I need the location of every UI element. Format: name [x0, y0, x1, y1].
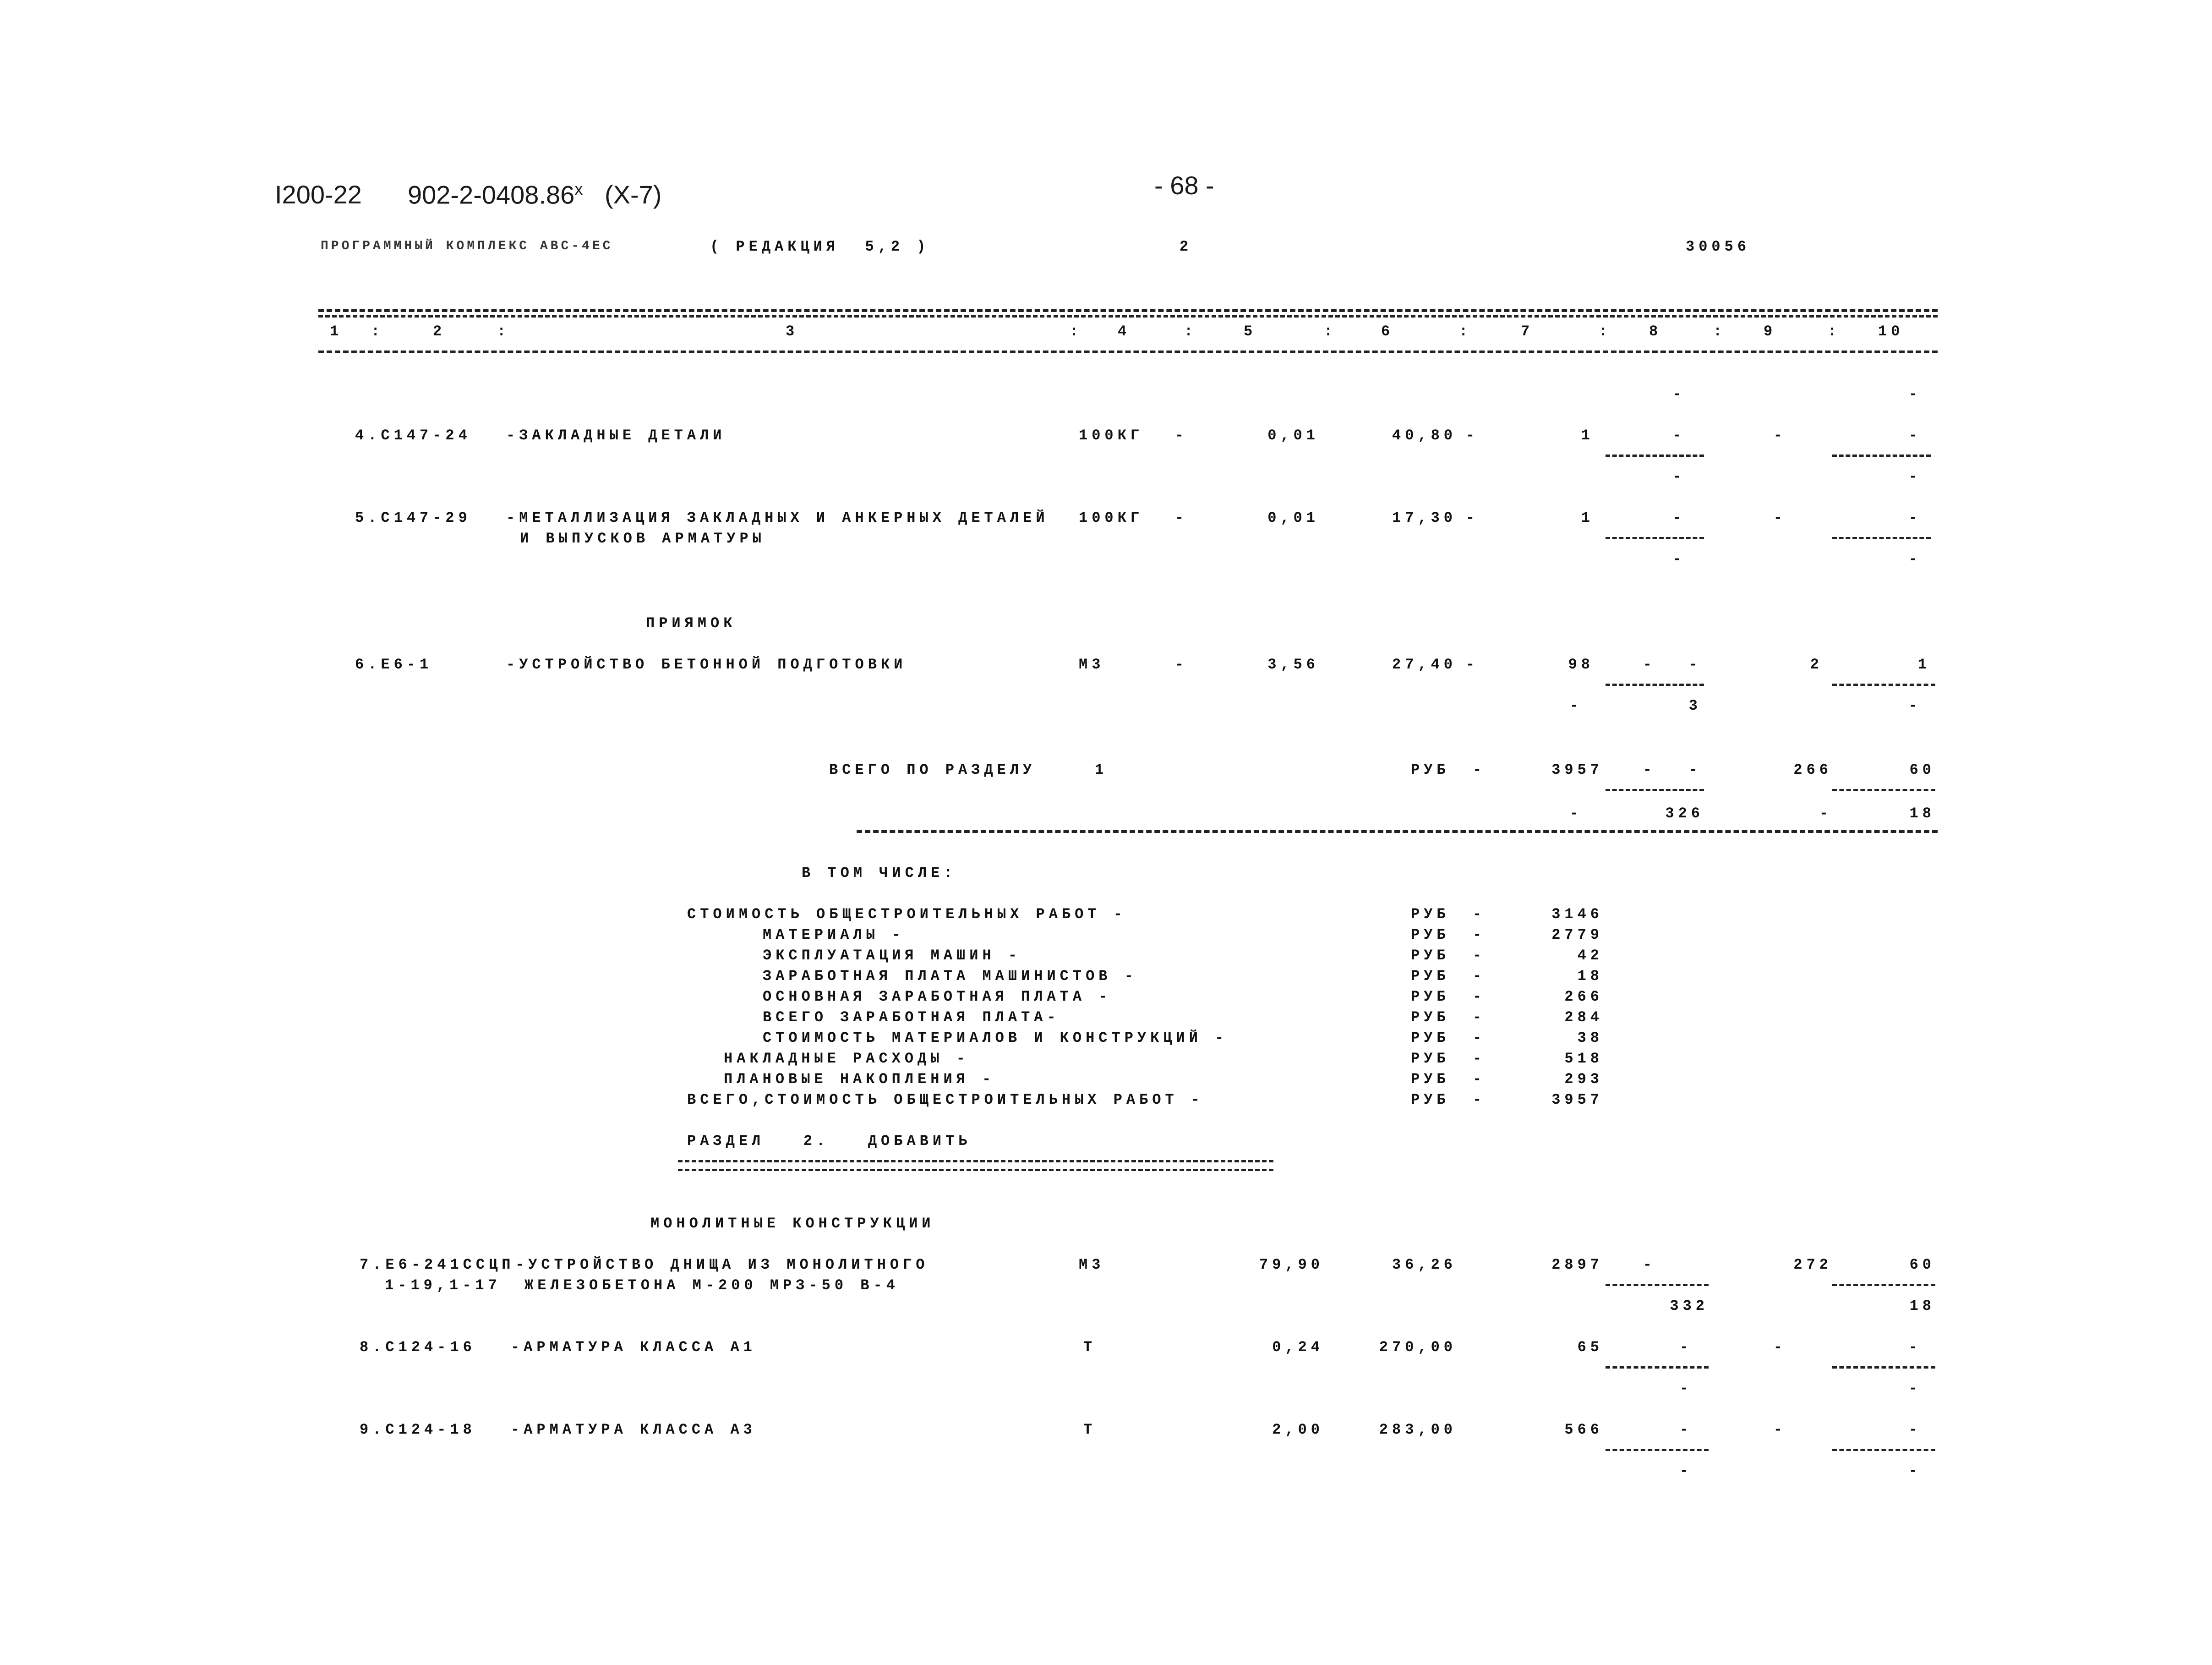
breakdown-label: СТОИМОСТЬ МАТЕРИАЛОВ И КОНСТРУКЦИЙ -: [763, 1030, 1228, 1046]
breakdown-unit: РУБ: [1411, 1030, 1450, 1046]
cell-c8: -: [1679, 1421, 1693, 1438]
section-total-c8-bottom-a: -: [1569, 805, 1583, 822]
doc-number-superscript: x: [574, 180, 583, 198]
cell-c8-rule: [1606, 537, 1704, 539]
col-2: 2: [433, 323, 446, 340]
cell-name: -ЗАКЛАДНЫЕ ДЕТАЛИ: [506, 427, 726, 444]
breakdown-unit: РУБ: [1411, 926, 1450, 943]
col-sep: :: [1828, 323, 1841, 340]
table-top-rule: [318, 309, 1938, 312]
header-code: 30056: [1686, 238, 1751, 255]
cell-c8-bottom: -: [1672, 551, 1686, 568]
breakdown-label: МАТЕРИАЛЫ -: [763, 926, 905, 943]
cell-unit: Т: [1083, 1339, 1097, 1356]
cell-c8: -: [1672, 509, 1686, 526]
cell-c9: 2: [1810, 656, 1823, 673]
cell-c10-bottom: 18: [1909, 1298, 1935, 1314]
cell-qty: 0,01: [1267, 509, 1319, 526]
cell-c9: 272: [1793, 1256, 1832, 1273]
col-6: 6: [1381, 323, 1394, 340]
breakdown-unit: РУБ: [1411, 1009, 1450, 1026]
cell-c10-rule: [1832, 455, 1931, 457]
cell-c10: 1: [1917, 656, 1931, 673]
cell-c8: -: [1679, 1339, 1693, 1356]
cell-name: -УСТРОЙСТВО ДНИЩА ИЗ МОНОЛИТНОГО: [515, 1256, 929, 1273]
cell-c10: -: [1908, 1339, 1922, 1356]
section-total-c9-bottom: -: [1819, 805, 1832, 822]
breakdown-dash: -: [1473, 906, 1486, 923]
breakdown-label: ЭКСПЛУАТАЦИЯ МАШИН -: [763, 947, 1021, 964]
cell-c9: -: [1773, 1421, 1786, 1438]
section-total-c9: 266: [1793, 761, 1832, 778]
sheet-number: 2: [1180, 238, 1193, 255]
cell-unit: Т: [1083, 1421, 1097, 1438]
cell-name-line2: ЖЕЛЕЗОБЕТОНА М-200 МРЗ-50 В-4: [524, 1277, 899, 1294]
cell-c9: -: [1773, 509, 1786, 526]
cell-name: -АРМАТУРА КЛАССА А1: [511, 1339, 756, 1356]
cell-c8-rule: [1606, 1284, 1709, 1286]
cell-c8-top: -: [1672, 386, 1686, 403]
col-sep: :: [1459, 323, 1472, 340]
section-total-c8a: -: [1643, 761, 1656, 778]
edition: ( РЕДАКЦИЯ 5,2 ): [710, 238, 930, 255]
cell-c10-rule: [1832, 1449, 1935, 1451]
breakdown-value: 518: [1564, 1050, 1603, 1067]
breakdown-dash: -: [1473, 1030, 1486, 1046]
breakdown-value: 3957: [1551, 1091, 1603, 1108]
doc-number: [408, 180, 583, 210]
cell-c6b: -: [1466, 509, 1479, 526]
cell-unit: М3: [1079, 656, 1105, 673]
section-total-total: 3957: [1551, 761, 1603, 778]
section2-title: РАЗДЕЛ 2. ДОБАВИТЬ: [687, 1133, 972, 1150]
cell-c8-bottom: -: [1672, 468, 1686, 485]
breakdown-dash: -: [1473, 1091, 1486, 1108]
table-top-rule-2: [318, 315, 1938, 318]
cell-c8: -: [1643, 1256, 1656, 1273]
section2-double-rule: [678, 1160, 1273, 1171]
cell-c10-bottom: -: [1908, 1380, 1922, 1397]
col-sep: :: [1713, 323, 1726, 340]
cell-code: 5.С147-29: [355, 509, 471, 526]
doc-code: I200-22: [275, 180, 362, 209]
breakdown-heading: В ТОМ ЧИСЛЕ:: [802, 865, 957, 882]
cell-c10-rule: [1832, 1284, 1935, 1286]
cell-c10-rule: [1832, 1366, 1935, 1369]
cell-c10-bottom: -: [1908, 1462, 1922, 1479]
breakdown-value: 284: [1564, 1009, 1603, 1026]
breakdown-dash: -: [1473, 968, 1486, 985]
cell-c10-bottom: -: [1908, 551, 1922, 568]
cell-c4b: -: [1175, 656, 1188, 673]
col-3: 3: [786, 323, 799, 340]
breakdown-label: ЗАРАБОТНАЯ ПЛАТА МАШИНИСТОВ -: [763, 968, 1137, 985]
cell-name-line2: И ВЫПУСКОВ АРМАТУРЫ: [520, 530, 765, 547]
col-sep: :: [1070, 323, 1083, 340]
cell-c8-bottom: 332: [1670, 1298, 1709, 1314]
breakdown-unit: РУБ: [1411, 1091, 1450, 1108]
breakdown-unit: РУБ: [1411, 947, 1450, 964]
col-sep: :: [1184, 323, 1197, 340]
cell-c8: -: [1688, 656, 1702, 673]
breakdown-dash: -: [1473, 1050, 1486, 1067]
cell-price: 270,00: [1379, 1339, 1457, 1356]
cell-code: 6.Е6-1: [355, 656, 433, 673]
col-4: 4: [1118, 323, 1131, 340]
breakdown-unit: РУБ: [1411, 988, 1450, 1005]
cell-c6b: -: [1466, 656, 1479, 673]
cell-c8a: -: [1643, 656, 1656, 673]
cell-qty: 0,24: [1272, 1339, 1324, 1356]
col-1: 1: [330, 323, 343, 340]
doc-number-main: 902-2-0408.86: [408, 180, 575, 209]
section-total-unit: РУБ: [1411, 761, 1450, 778]
cell-c8-bottom: -: [1679, 1380, 1693, 1397]
breakdown-dash: -: [1473, 1009, 1486, 1026]
cell-code: 7.Е6-241ССЦП: [360, 1256, 515, 1273]
cell-c6b: -: [1466, 427, 1479, 444]
breakdown-label: ОСНОВНАЯ ЗАРАБОТНАЯ ПЛАТА -: [763, 988, 1112, 1005]
breakdown-label: ВСЕГО ЗАРАБОТНАЯ ПЛАТА-: [763, 1009, 1060, 1026]
breakdown-value: 42: [1577, 947, 1603, 964]
breakdown-dash: -: [1473, 988, 1486, 1005]
breakdown-unit: РУБ: [1411, 1050, 1450, 1067]
cell-c10: -: [1908, 427, 1922, 444]
cell-c8-bottom-a: -: [1569, 697, 1583, 714]
col-sep: :: [1599, 323, 1612, 340]
cell-total: 2897: [1551, 1256, 1603, 1273]
cell-name: -УСТРОЙСТВО БЕТОННОЙ ПОДГОТОВКИ: [506, 656, 907, 673]
subheading-pit: ПРИЯМОК: [646, 615, 737, 632]
cell-total: 566: [1564, 1421, 1603, 1438]
cell-c10: 60: [1909, 1256, 1935, 1273]
col-9: 9: [1764, 323, 1777, 340]
section-total-c10-bottom: 18: [1909, 805, 1935, 822]
page-number: - 68 -: [1154, 171, 1214, 200]
section-total-num: 1: [1095, 761, 1108, 778]
col-10: 10: [1878, 323, 1904, 340]
section-total-c8: -: [1688, 761, 1702, 778]
cell-c10-rule: [1832, 537, 1931, 539]
cell-unit: 100КГ: [1079, 427, 1144, 444]
cell-c9: -: [1773, 427, 1786, 444]
breakdown-value: 2779: [1551, 926, 1603, 943]
cell-c10-rule: [1832, 684, 1935, 686]
breakdown-label: ПЛАНОВЫЕ НАКОПЛЕНИЯ -: [724, 1071, 995, 1088]
cell-c4b: -: [1175, 509, 1188, 526]
program-line: ПРОГРАММНЫЙ КОМПЛЕКС АВС-4ЕС: [321, 239, 613, 253]
breakdown-dash: -: [1473, 947, 1486, 964]
cell-name: -АРМАТУРА КЛАССА А3: [511, 1421, 756, 1438]
cell-unit: 100КГ: [1079, 509, 1144, 526]
breakdown-dash: -: [1473, 926, 1486, 943]
cell-qty: 0,01: [1267, 427, 1319, 444]
breakdown-unit: РУБ: [1411, 1071, 1450, 1088]
cell-c8: -: [1672, 427, 1686, 444]
cell-c8-rule: [1606, 1366, 1709, 1369]
cell-total: 65: [1577, 1339, 1603, 1356]
col-sep: :: [1324, 323, 1337, 340]
cell-qty: 3,56: [1267, 656, 1319, 673]
breakdown-label: НАКЛАДНЫЕ РАСХОДЫ -: [724, 1050, 969, 1067]
cell-code: 9.С124-18: [360, 1421, 476, 1438]
section-total-c10: 60: [1909, 761, 1935, 778]
column-header-rule: [318, 351, 1938, 353]
section-total-label: ВСЕГО ПО РАЗДЕЛУ: [829, 761, 1036, 778]
col-sep: :: [497, 323, 510, 340]
col-5: 5: [1244, 323, 1257, 340]
col-8: 8: [1649, 323, 1662, 340]
cell-price: 36,26: [1392, 1256, 1457, 1273]
breakdown-value: 266: [1564, 988, 1603, 1005]
breakdown-value: 18: [1577, 968, 1603, 985]
cell-c8-bottom: 3: [1688, 697, 1702, 714]
breakdown-value: 3146: [1551, 906, 1603, 923]
cell-price: 40,80: [1392, 427, 1457, 444]
breakdown-unit: РУБ: [1411, 906, 1450, 923]
cell-total: 1: [1581, 427, 1594, 444]
cell-c4b: -: [1175, 427, 1188, 444]
cell-c8-bottom: -: [1679, 1462, 1693, 1479]
section-total-dash: -: [1473, 761, 1486, 778]
section-total-c8-rule: [1606, 789, 1704, 791]
col-sep: :: [371, 323, 384, 340]
cell-total: 1: [1581, 509, 1594, 526]
cell-c10-bottom: -: [1908, 468, 1922, 485]
cell-c10-bottom: -: [1908, 697, 1922, 714]
breakdown-unit: РУБ: [1411, 968, 1450, 985]
cell-c8-rule: [1606, 684, 1704, 686]
cell-code-line2: 1-19,1-17: [385, 1277, 501, 1294]
section-total-c8-bottom: 326: [1665, 805, 1704, 822]
col-7: 7: [1521, 323, 1534, 340]
cell-c8-rule: [1606, 455, 1704, 457]
cell-code: 4.С147-24: [355, 427, 471, 444]
breakdown-value: 293: [1564, 1071, 1603, 1088]
breakdown-dash: -: [1473, 1071, 1486, 1088]
cell-c8-rule: [1606, 1449, 1709, 1451]
cell-price: 17,30: [1392, 509, 1457, 526]
section-total-rule: [857, 830, 1938, 833]
cell-qty: 79,90: [1259, 1256, 1324, 1273]
cell-name: -МЕТАЛЛИЗАЦИЯ ЗАКЛАДНЫХ И АНКЕРНЫХ ДЕТАЛЕЙ: [506, 509, 1049, 526]
breakdown-label: ВСЕГО,СТОИМОСТЬ ОБЩЕСТРОИТЕЛЬНЫХ РАБОТ -: [687, 1091, 1204, 1108]
breakdown-value: 38: [1577, 1030, 1603, 1046]
section2-subheading: МОНОЛИТНЫЕ КОНСТРУКЦИИ: [650, 1215, 935, 1232]
cell-qty: 2,00: [1272, 1421, 1324, 1438]
cell-code: 8.С124-16: [360, 1339, 476, 1356]
section-total-c10-rule: [1832, 789, 1935, 791]
cell-c10: -: [1908, 1421, 1922, 1438]
cell-total: 98: [1568, 656, 1594, 673]
cell-c9: -: [1773, 1339, 1786, 1356]
cell-price: 283,00: [1379, 1421, 1457, 1438]
breakdown-label: СТОИМОСТЬ ОБЩЕСТРОИТЕЛЬНЫХ РАБОТ -: [687, 906, 1126, 923]
doc-part: (X-7): [605, 180, 662, 209]
cell-unit: М3: [1079, 1256, 1105, 1273]
cell-c10-top: -: [1908, 386, 1922, 403]
cell-price: 27,40: [1392, 656, 1457, 673]
cell-c10: -: [1908, 509, 1922, 526]
